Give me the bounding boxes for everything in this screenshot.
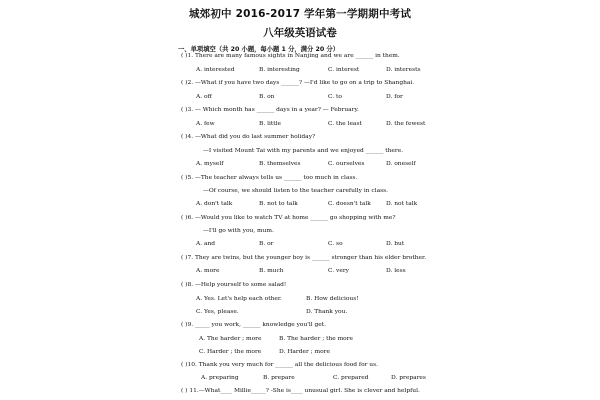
dialogue-line: —I visited Mount Tai with my parents and we enjoyed ______ there. — [203, 148, 404, 154]
question-stem: ( )10. Thank you very much for ______ all the delicious food for us. — [181, 362, 378, 368]
option: C. very — [328, 268, 349, 274]
option: D. not talk — [386, 201, 418, 207]
option: A. interested — [196, 67, 235, 73]
question-stem: ( )4. —What did you do last summer holiday? — [181, 134, 316, 140]
option: C. to — [328, 94, 342, 100]
option: B. interesting — [259, 67, 300, 73]
option: A. few — [196, 121, 215, 127]
option: C. ourselves — [328, 161, 365, 167]
section-heading: 一、单项填空（共 20 小题，每小题 1 分，满分 20 分） — [178, 46, 339, 53]
question-stem: ( ) 11.—What____ Millie_____? -She is____ unusual girl. She is clever and helpful. — [181, 388, 420, 394]
option: A. The harder ; more — [199, 336, 262, 342]
option: C. interest — [328, 67, 360, 73]
option: D. for — [386, 94, 403, 100]
option: A. don't talk — [196, 201, 233, 207]
option: D. Harder ; more — [279, 349, 330, 355]
option: A. and — [196, 241, 216, 247]
option: C. the least — [328, 121, 362, 127]
dialogue-line: —I'll go with you, mum. — [203, 228, 274, 234]
option: B. not to talk — [259, 201, 298, 207]
option: C. prepared — [333, 375, 369, 381]
option: D. the fewest — [386, 121, 426, 127]
option: A. Yes. Let's help each other. — [196, 296, 282, 302]
question-stem: ( )8. —Help yourself to some salad! — [181, 282, 287, 288]
dialogue-line: —Of course, we should listen to the teacher carefully in class. — [203, 188, 389, 194]
option: B. themselves — [259, 161, 301, 167]
option: C. Yes, please. — [196, 309, 239, 315]
option: A. off — [196, 94, 212, 100]
option: C. doesn't talk — [328, 201, 371, 207]
option: C. Harder ; the more — [199, 349, 262, 355]
option: D. less — [386, 268, 406, 274]
question-stem: ( )9. _____ you work, ______ knowledge you'll get. — [181, 322, 327, 328]
option: D. interests — [386, 67, 421, 73]
exam-title: 城郊初中 2016-2017 学年第一学期期中考试 — [188, 8, 412, 20]
option: C. so — [328, 241, 343, 247]
option: A. myself — [196, 161, 224, 167]
option: B. little — [259, 121, 281, 127]
question-stem: ( )2. —What if you have two days ______? —I'd like to go on a trip to Shanghai. — [181, 80, 415, 86]
option: B. prepare — [263, 375, 295, 381]
option: B. The harder ; the more — [279, 336, 354, 342]
option: D. prepares — [391, 375, 426, 381]
option: A. preparing — [201, 375, 239, 381]
question-stem: ( )1. There are many famous sights in Nanjing and we are ______ in them. — [181, 53, 400, 59]
option: D. oneself — [386, 161, 416, 167]
option: B. on — [259, 94, 275, 100]
question-stem: ( )6. —Would you like to watch TV at home ______ go shopping with me? — [181, 215, 396, 221]
option: D. Thank you. — [306, 309, 348, 315]
option: D. but — [386, 241, 405, 247]
question-stem: ( )7. They are twins, but the younger boy is ______ stronger than his elder brother. — [181, 255, 427, 261]
exam-subtitle: 八年级英语试卷 — [263, 27, 337, 39]
option: B. or — [259, 241, 274, 247]
question-stem: ( )3. — Which month has ______ days in a year? — February. — [181, 107, 359, 113]
option: A. more — [196, 268, 220, 274]
option: B. much — [259, 268, 284, 274]
option: B. How delicious! — [306, 296, 359, 302]
question-stem: ( )5. —The teacher always tells us ______ too much in class. — [181, 175, 358, 181]
